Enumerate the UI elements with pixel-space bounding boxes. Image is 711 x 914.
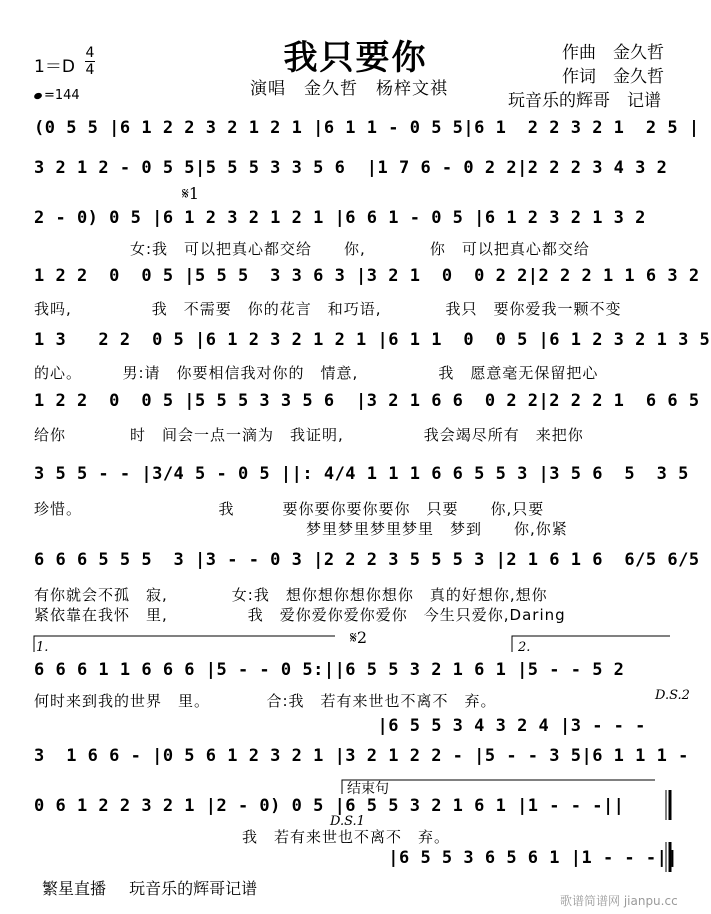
volta-1-bracket <box>34 636 335 652</box>
score-row-7-lyric-verse2: 梦里梦里梦里梦里 梦到 你,你紧 <box>34 520 568 538</box>
segno-1-marker: 𝄋1 <box>182 184 200 203</box>
site-watermark: 歌谱简谱网 jianpu.cc <box>560 894 678 908</box>
score-row-9-notes: 6 6 6 1 1 6 6 6 |5 - - 0 5:||6 5 5 3 2 1 6 1 |5 - - 5 2 <box>34 660 625 680</box>
song-title: 我只要你 <box>283 38 428 78</box>
ending-label: 结束句 <box>347 781 389 797</box>
score-row-7-lyric: 珍惜。 我 要你要你要你要你 只要 你,只要 <box>34 500 545 518</box>
volta-2-bracket <box>512 636 670 652</box>
score-row-7-notes: 3 5 5 - - |3/4 5 - 0 5 ||: 4/4 1 1 1 6 6 5 5 3 |3 5 6 5 3 5 <box>34 464 689 484</box>
score-row-10-notes: |6 5 5 3 4 3 2 4 |3 - - - <box>34 716 646 736</box>
lyricist-credit: 作词 金久哲 <box>562 67 664 87</box>
key-signature: 1＝D <box>34 57 75 77</box>
segno-2-marker: 𝄋2 <box>350 628 368 647</box>
tempo-marking <box>34 88 80 103</box>
time-signature-bottom: 4 <box>85 62 95 78</box>
ds2-marker: D.S.2 <box>655 688 690 703</box>
score-row-9-lyric: 何时来到我的世界 里。 合:我 若有来世也不离不 弃。 <box>34 692 497 710</box>
footer-left: 繁星直播 <box>42 879 107 898</box>
singers-credit: 演唱 金久哲 杨梓文祺 <box>250 79 448 99</box>
score-row-8-lyric-verse2: 紧依靠在我怀 里, 我 爱你爱你爱你爱你 今生只爱你,Daring <box>34 606 566 624</box>
score-row-8-notes: 6 6 6 5 5 5 3 |3 - - 0 3 |2 2 2 3 5 5 5 3 |2 1 6 1 6 6/5 6/5 <box>34 550 700 570</box>
score-row-2-notes: 3 2 1 2 - 0 5 5|5 5 5 3 3 5 6 |1 7 6 - 0 2 2|2 2 2 3 4 3 2 <box>34 158 668 178</box>
score-row-3-notes: 2 - 0) 0 5 |6 1 2 3 2 1 2 1 |6 6 1 - 0 5 |6 1 2 3 2 1 3 2 <box>34 208 646 228</box>
footer-right: 玩音乐的辉哥记谱 <box>129 879 258 898</box>
score-row-12-lyric: 我 若有来世也不离不 弃。 <box>34 828 451 846</box>
score-row-4-notes: 1 2 2 0 0 5 |5 5 5 3 3 6 3 |3 2 1 0 0 2 2|2 2 2 1 1 6 3 2 <box>34 266 700 286</box>
composer-credit: 作曲 金久哲 <box>562 43 664 63</box>
volta-1-label: 1. <box>36 640 49 655</box>
score-row-1-notes: (0 5 5 |6 1 2 2 3 2 1 2 1 |6 1 1 - 0 5 5|6 1 2 2 3 2 1 2 5 | <box>34 118 700 138</box>
volta-2-label: 2. <box>518 640 531 655</box>
ds1-marker: D.S.1 <box>330 814 365 829</box>
footer <box>42 876 275 899</box>
score-row-5-notes: 1 3 2 2 0 5 |6 1 2 3 2 1 2 1 |6 1 1 0 0 5 |6 1 2 3 2 1 3 5 <box>34 330 711 350</box>
score-row-4-lyric: 我吗, 我 不需要 你的花言 和巧语, 我只 要你爱我一颗不变 <box>34 300 622 318</box>
score-row-5-lyric: 的心。 男:请 你要相信我对你的 情意, 我 愿意毫无保留把心 <box>34 364 599 382</box>
score-row-12-notes: 0 6 1 2 2 3 2 1 |2 - 0) 0 5 |6 5 5 3 2 1 6 1 |1 - - -|| <box>34 796 625 816</box>
score-row-6-notes: 1 2 2 0 0 5 |5 5 5 3 3 5 6 |3 2 1 6 6 0 2 2|2 2 2 1 6 6 5 <box>34 391 700 411</box>
tempo-value: =144 <box>44 88 80 103</box>
transcriber-credit: 玩音乐的辉哥 记谱 <box>508 91 661 111</box>
time-signature-top: 4 <box>85 45 95 61</box>
score-row-11-notes: 3 1 6 6 - |0 5 6 1 2 3 2 1 |3 2 1 2 2 - |5 - - 3 5|6 1 1 1 - <box>34 746 689 766</box>
score-row-13-notes: |6 5 5 3 6 5 6 1 |1 - - -|| <box>34 848 679 868</box>
score-row-6-lyric: 给你 时 间会一点一滴为 我证明, 我会竭尽所有 来把你 <box>34 426 584 444</box>
score-row-8-lyric: 有你就会不孤 寂, 女:我 想你想你想你想你 真的好想你,想你 <box>34 586 548 604</box>
time-signature <box>85 46 95 77</box>
quarter-note-icon <box>33 92 43 100</box>
score-row-3-lyric: 女:我 可以把真心都交给 你, 你 可以把真心都交给 <box>34 240 590 258</box>
